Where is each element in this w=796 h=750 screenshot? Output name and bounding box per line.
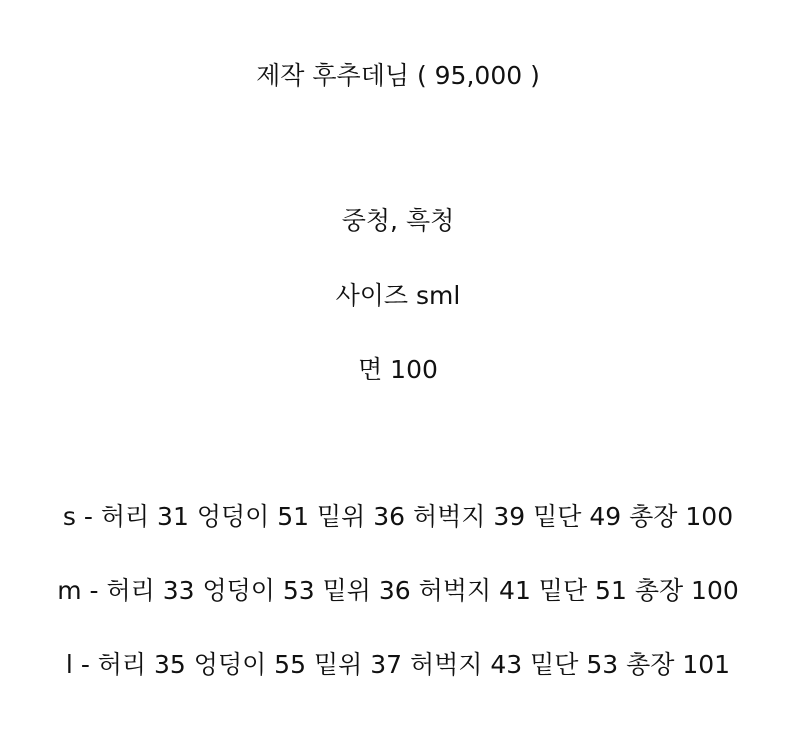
size-row-l: l - 허리 35 엉덩이 55 밑위 37 허벅지 43 밑단 53 총장 101 [65, 650, 731, 679]
size-row-m: m - 허리 33 엉덩이 53 밑위 36 허벅지 41 밑단 51 총장 100 [57, 576, 739, 605]
color-options: 중청, 흑청 [341, 206, 455, 235]
size-options: 사이즈 sml [335, 281, 461, 310]
material-info: 면 100 [358, 355, 438, 384]
size-row-s: s - 허리 31 엉덩이 51 밑위 36 허벅지 39 밑단 49 총장 100 [62, 502, 734, 531]
product-title: 제작 후추데님 ( 95,000 ) [256, 61, 540, 90]
